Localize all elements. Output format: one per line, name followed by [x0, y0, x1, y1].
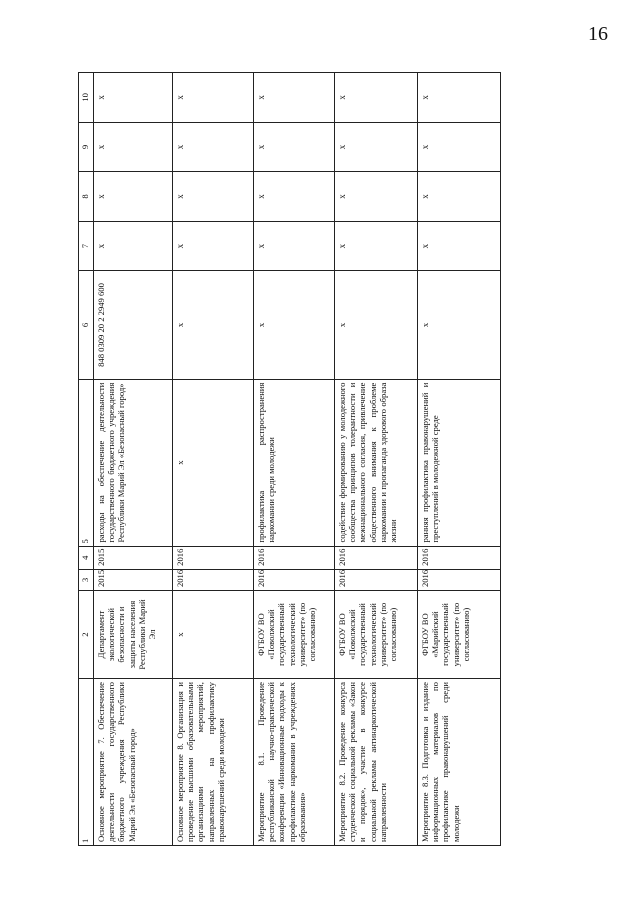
activity-col-8: х — [173, 172, 254, 222]
header-cell-7: 7 — [79, 221, 94, 271]
header-cell-5: 5 — [79, 379, 94, 546]
activity-result: х — [173, 379, 254, 546]
activity-col-10: х — [94, 73, 173, 123]
activity-col-8: х — [335, 172, 418, 222]
activity-name: Основное мероприятие 7. Обеспечение деятельности государственного бюджетного учреждения Республики Марий Эл «Безопасный город» — [94, 679, 173, 846]
rotated-table-container — [78, 72, 550, 846]
program-activities-table — [78, 72, 501, 846]
activity-end-year: 2015 — [94, 546, 173, 569]
activity-col-8: х — [94, 172, 173, 222]
header-cell-6: 6 — [79, 271, 94, 379]
activity-col-10: х — [173, 73, 254, 123]
activity-result: содействие формированию у молодежного сообщества принципов толерантности и межнационального согласия, привлечение общественного внимания к проблеме наркомании и пропаганда здорового образа жизни — [335, 379, 418, 546]
activity-end-year: 2016 — [254, 546, 335, 569]
header-cell-2: 2 — [79, 591, 94, 679]
activity-col-9: х — [418, 122, 501, 172]
activity-col-9: х — [335, 122, 418, 172]
activity-result: профилактика распространения наркомании среди молодежи — [254, 379, 335, 546]
activity-executor: ФГБОУ ВО «Марийский государственный университет» (по согласованию) — [418, 591, 501, 679]
page-number: 16 — [588, 23, 608, 45]
activity-col-10: х — [335, 73, 418, 123]
activity-col-7: х — [418, 221, 501, 271]
activity-budget-code: х — [335, 271, 418, 379]
activity-start-year: 2016 — [173, 569, 254, 590]
table-row — [335, 73, 418, 846]
activity-col-7: х — [254, 221, 335, 271]
activity-col-10: х — [254, 73, 335, 123]
header-cell-4: 4 — [79, 546, 94, 569]
activity-result: ранняя профилактика правонарушений и преступлений в молодежной среде — [418, 379, 501, 546]
activity-executor: ФГБОУ ВО «Поволжский государственный технологический университет» (по согласованию) — [335, 591, 418, 679]
activity-executor: х — [173, 591, 254, 679]
activity-col-10: х — [418, 73, 501, 123]
activity-result: расходы на обеспечение деятельности государственного бюджетного учреждения Республики Марий Эл «Безопасный город» — [94, 379, 173, 546]
activity-budget-code: х — [254, 271, 335, 379]
table-row — [418, 73, 501, 846]
activity-name: Мероприятие 8.2. Проведение конкурса студенческой социальной рекламы «Закон и порядок», участие в конкурсе социальной рекламы антинаркотической направленности — [335, 679, 418, 846]
activity-name: Основное мероприятие 8. Организация и проведение высшими образовательными организациями мероприятий, направленных на профилактику правонарушений среди молодежи — [173, 679, 254, 846]
activity-col-8: х — [254, 172, 335, 222]
header-row — [79, 73, 94, 846]
activity-col-7: х — [94, 221, 173, 271]
table-row — [254, 73, 335, 846]
activity-col-7: х — [173, 221, 254, 271]
activity-col-7: х — [335, 221, 418, 271]
activity-budget-code: х — [418, 271, 501, 379]
header-cell-8: 8 — [79, 172, 94, 222]
activity-start-year: 2016 — [335, 569, 418, 590]
header-cell-9: 9 — [79, 122, 94, 172]
activity-end-year: 2016 — [418, 546, 501, 569]
activity-end-year: 2016 — [335, 546, 418, 569]
header-cell-3: 3 — [79, 569, 94, 590]
activity-col-8: х — [418, 172, 501, 222]
table-row — [94, 73, 173, 846]
activity-budget-code: 848 0309 20 2 2949 600 — [94, 271, 173, 379]
header-cell-10: 10 — [79, 73, 94, 123]
activity-start-year: 2016 — [418, 569, 501, 590]
activity-name: Мероприятие 8.1. Проведение республиканской научно-практической конференции «Инновационные подходы к профилактике наркомании в учреждениях образования» — [254, 679, 335, 846]
activity-start-year: 2015 — [94, 569, 173, 590]
activity-name: Мероприятие 8.3. Подготовка и издание информационных материалов по профилактике правонарушений среди молодежи — [418, 679, 501, 846]
activity-col-9: х — [94, 122, 173, 172]
activity-start-year: 2016 — [254, 569, 335, 590]
activity-col-9: х — [173, 122, 254, 172]
header-cell-1: 1 — [79, 679, 94, 846]
activity-executor: ФГБОУ ВО «Поволжский государственный технологический университет» (по согласованию) — [254, 591, 335, 679]
activity-budget-code: х — [173, 271, 254, 379]
table-row — [173, 73, 254, 846]
activity-end-year: 2016 — [173, 546, 254, 569]
activity-col-9: х — [254, 122, 335, 172]
activity-executor: Департамент экологической безопасности и защиты населения Республики Марий Эл — [94, 591, 173, 679]
